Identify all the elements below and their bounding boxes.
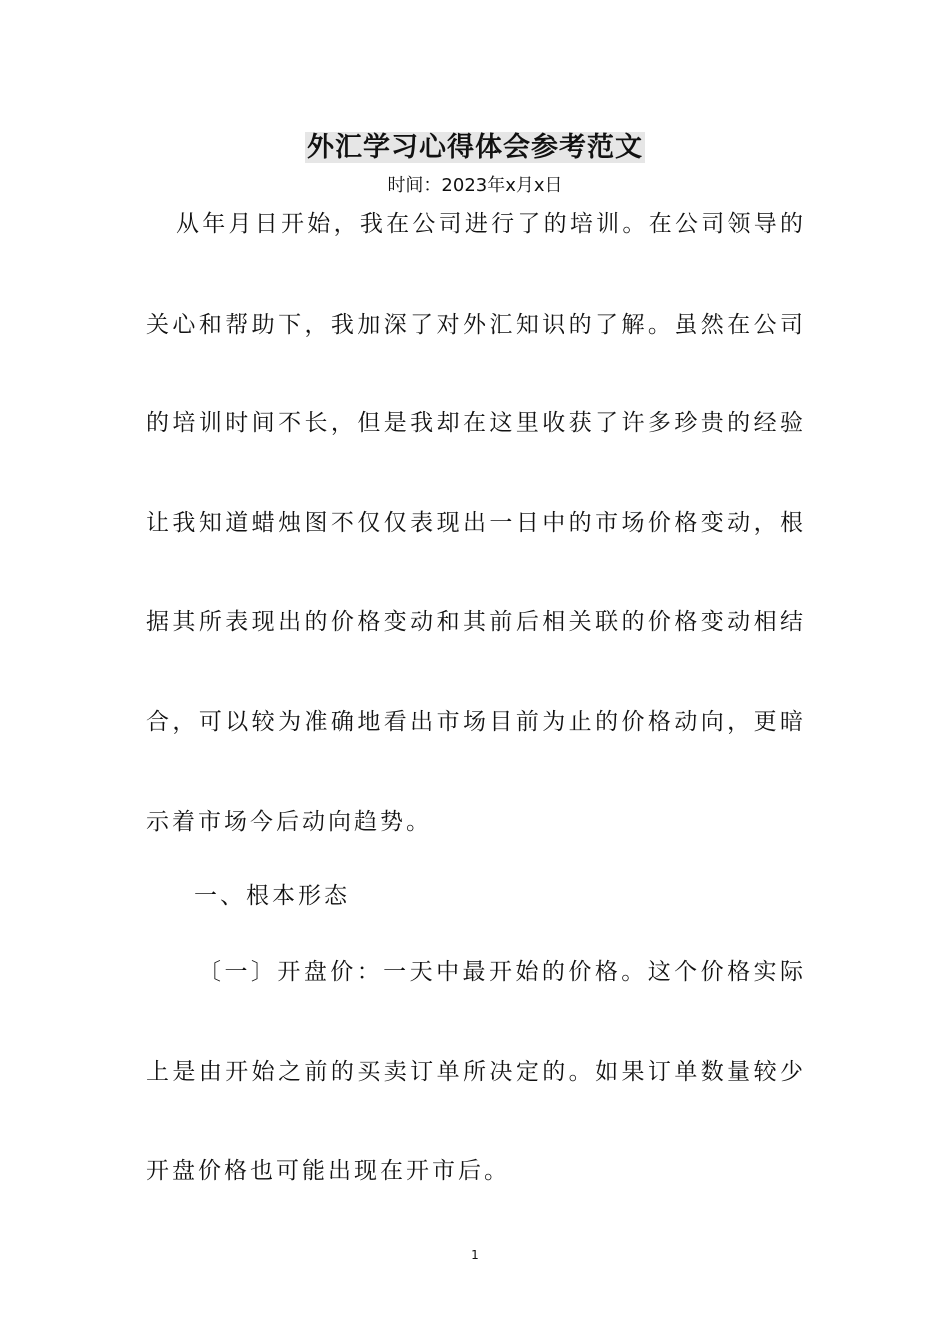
paragraph-line: 从年月日开始，我在公司进行了的培训。在公司领导的 (176, 211, 806, 237)
paragraph-line: 示着市场今后动向趋势。 (146, 809, 432, 835)
paragraph-line: 的培训时间不长，但是我却在这里收获了许多珍贵的经验 (146, 410, 806, 436)
paragraph-line: 关心和帮助下，我加深了对外汇知识的了解。虽然在公司 (146, 312, 806, 338)
section-heading: 一、根本形态 (194, 883, 350, 909)
paragraph-line: 合，可以较为准确地看出市场目前为止的价格动向，更暗 (146, 709, 806, 735)
paragraph-line: 开盘价格也可能出现在开市后。 (146, 1158, 510, 1184)
paragraph-line: 让我知道蜡烛图不仅仅表现出一日中的市场价格变动，根 (146, 510, 806, 536)
document-date: 时间：2023年x月x日 (387, 175, 563, 196)
paragraph-line: 上是由开始之前的买卖订单所决定的。如果订单数量较少 (146, 1059, 806, 1085)
paragraph-line: 〔一〕开盘价：一天中最开始的价格。这个价格实际 (198, 959, 806, 985)
page-number: 1 (471, 1248, 479, 1262)
document-title: 外汇学习心得体会参考范文 (307, 132, 643, 163)
paragraph-line: 据其所表现出的价格变动和其前后相关联的价格变动相结 (146, 609, 806, 635)
